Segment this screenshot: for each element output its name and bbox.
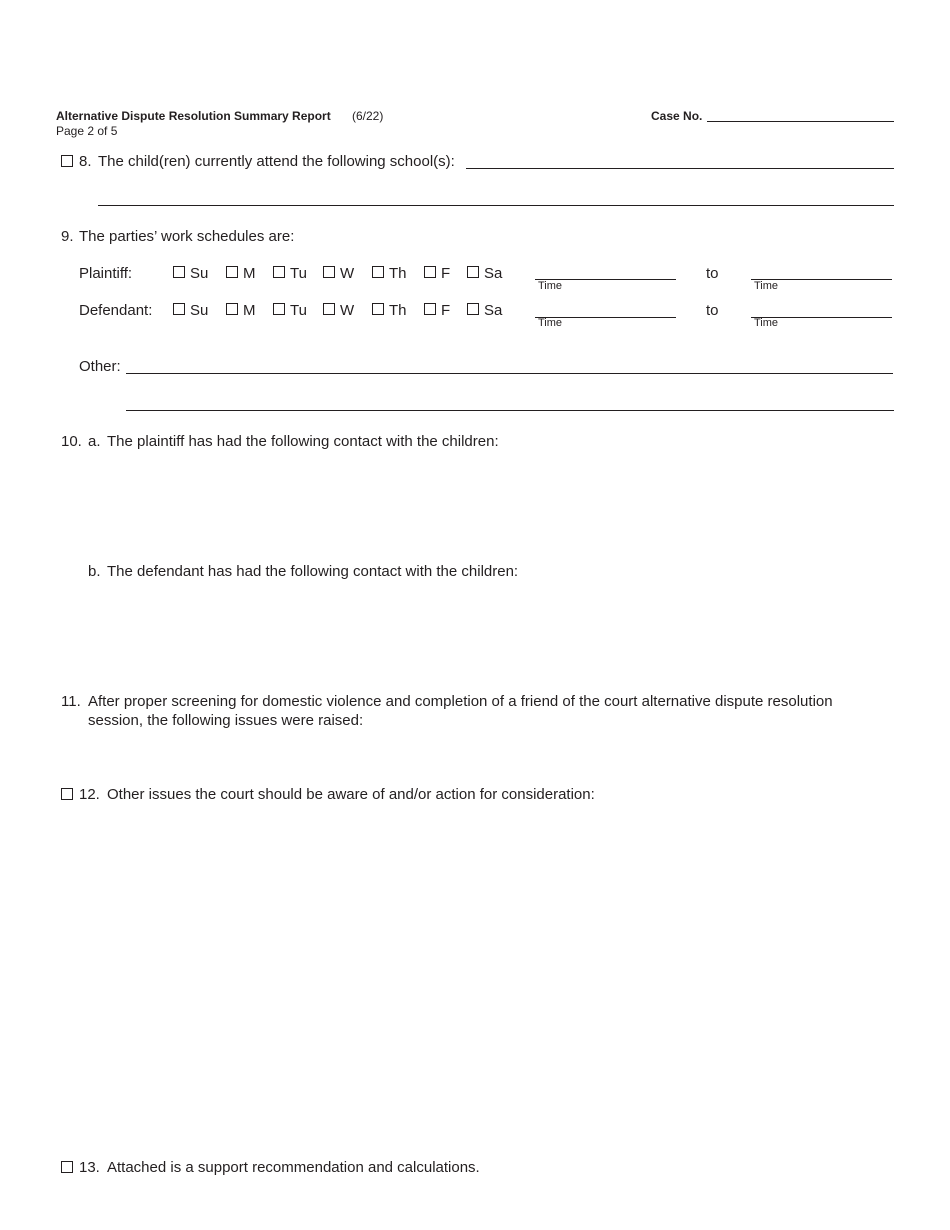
item9-text: The parties’ work schedules are: bbox=[79, 228, 295, 245]
defendant-friday-checkbox[interactable] bbox=[424, 303, 436, 315]
case-number-field[interactable] bbox=[707, 121, 894, 122]
defendant-monday-checkbox[interactable] bbox=[226, 303, 238, 315]
plaintiff-monday-checkbox[interactable] bbox=[226, 266, 238, 278]
day-label: Tu bbox=[290, 302, 307, 319]
day-label: F bbox=[441, 302, 451, 319]
item12-checkbox[interactable] bbox=[61, 788, 73, 800]
plaintiff-wednesday-checkbox[interactable] bbox=[323, 266, 335, 278]
item10a-text: The plaintiff has had the following contact with the children: bbox=[107, 433, 499, 450]
defendant-sunday-checkbox[interactable] bbox=[173, 303, 185, 315]
other-label: Other: bbox=[79, 358, 121, 375]
item8-number: 8. bbox=[79, 153, 92, 170]
time-caption: Time bbox=[754, 317, 779, 329]
case-number-label: Case No. bbox=[651, 109, 703, 123]
to-label: to bbox=[706, 265, 719, 282]
plaintiff-saturday-checkbox[interactable] bbox=[467, 266, 479, 278]
defendant-tuesday-checkbox[interactable] bbox=[273, 303, 285, 315]
plaintiff-friday-checkbox[interactable] bbox=[424, 266, 436, 278]
day-label: Su bbox=[190, 265, 209, 282]
plaintiff-tuesday-checkbox[interactable] bbox=[273, 266, 285, 278]
page-number: Page 2 of 5 bbox=[56, 124, 118, 138]
item8-school-field-1[interactable] bbox=[466, 168, 894, 169]
other-field-2[interactable] bbox=[126, 410, 894, 411]
defendant-label: Defendant: bbox=[79, 302, 153, 319]
item11-number: 11. bbox=[61, 693, 81, 710]
day-label: W bbox=[340, 265, 355, 282]
form-title: Alternative Dispute Resolution Summary Report bbox=[56, 109, 331, 123]
day-label: W bbox=[340, 302, 355, 319]
day-label: Th bbox=[389, 302, 407, 319]
item9-number: 9. bbox=[61, 228, 74, 245]
day-label: Sa bbox=[484, 265, 503, 282]
day-label: Tu bbox=[290, 265, 307, 282]
plaintiff-thursday-checkbox[interactable] bbox=[372, 266, 384, 278]
item12-text: Other issues the court should be aware of and/or action for consideration: bbox=[107, 786, 595, 803]
item8-text: The child(ren) currently attend the following school(s): bbox=[98, 153, 455, 170]
day-label: M bbox=[243, 265, 256, 282]
day-label: Sa bbox=[484, 302, 503, 319]
defendant-wednesday-checkbox[interactable] bbox=[323, 303, 335, 315]
day-label: Th bbox=[389, 265, 407, 282]
plaintiff-sunday-checkbox[interactable] bbox=[173, 266, 185, 278]
time-caption: Time bbox=[538, 317, 563, 329]
item10a-letter: a. bbox=[88, 433, 101, 450]
day-label: F bbox=[441, 265, 451, 282]
item8-school-field-2[interactable] bbox=[98, 205, 894, 206]
form-revision: (6/22) bbox=[352, 109, 384, 123]
item13-text: Attached is a support recommendation and calculations. bbox=[107, 1159, 480, 1176]
item10b-text: The defendant has had the following contact with the children: bbox=[107, 563, 519, 580]
time-caption: Time bbox=[538, 280, 563, 292]
item10b-letter: b. bbox=[88, 563, 101, 580]
item11-text-line1: After proper screening for domestic violence and completion of a friend of the court alternative dispute resolution bbox=[88, 693, 833, 710]
defendant-thursday-checkbox[interactable] bbox=[372, 303, 384, 315]
time-caption: Time bbox=[754, 280, 779, 292]
day-label: M bbox=[243, 302, 256, 319]
other-field-1[interactable] bbox=[126, 373, 893, 374]
item12-number: 12. bbox=[79, 786, 100, 803]
item8-checkbox[interactable] bbox=[61, 155, 73, 167]
item10-number: 10. bbox=[61, 433, 82, 450]
to-label: to bbox=[706, 302, 719, 319]
defendant-saturday-checkbox[interactable] bbox=[467, 303, 479, 315]
day-label: Su bbox=[190, 302, 209, 319]
plaintiff-label: Plaintiff: bbox=[79, 265, 133, 282]
item13-number: 13. bbox=[79, 1159, 100, 1176]
item13-checkbox[interactable] bbox=[61, 1161, 73, 1173]
item11-text-line2: session, the following issues were raised: bbox=[88, 712, 364, 729]
